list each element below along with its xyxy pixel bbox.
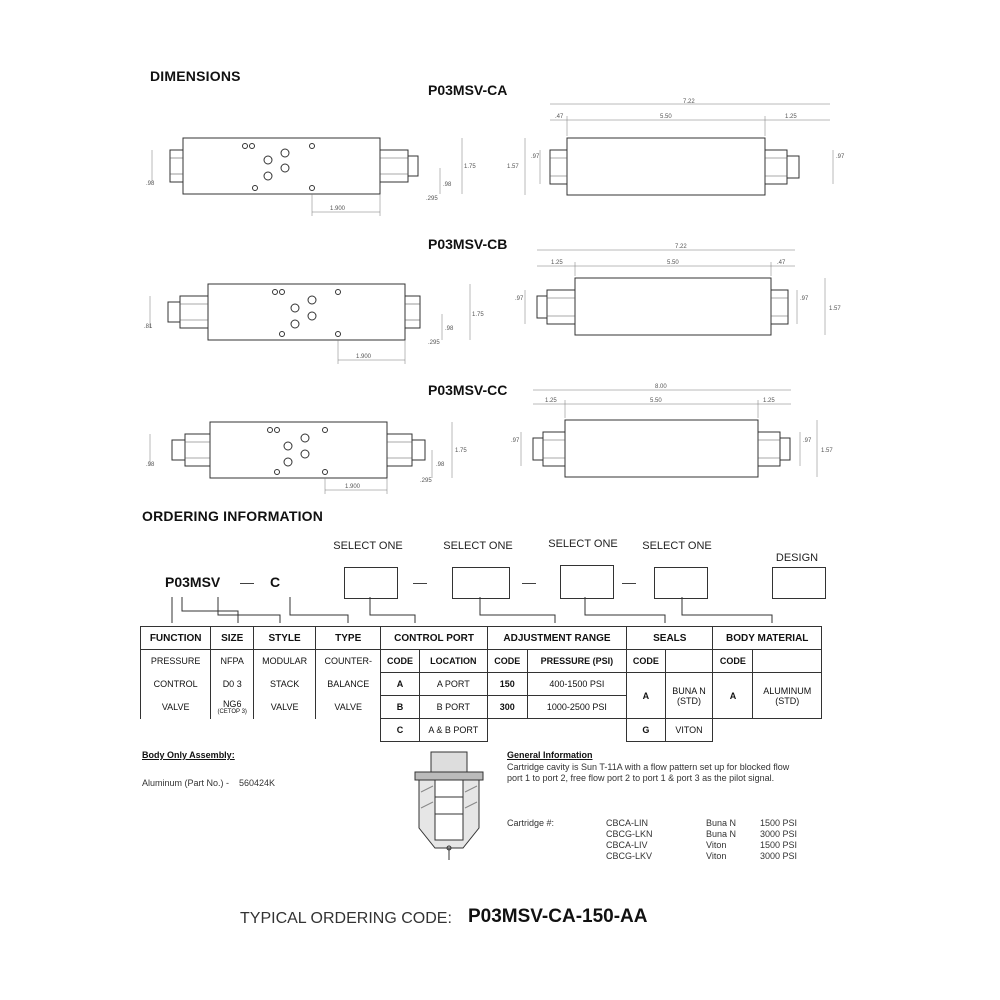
header-style: STYLE bbox=[254, 627, 316, 650]
seals-buna-std: (STD) bbox=[677, 695, 702, 706]
cc-body-h: 1.57 bbox=[821, 448, 833, 454]
select-one-label-1: SELECT ONE bbox=[333, 540, 403, 552]
control-port-loc-a: A PORT bbox=[419, 673, 487, 696]
control-port-location-header: LOCATION bbox=[419, 650, 487, 673]
cartridge-row bbox=[606, 851, 805, 862]
size-cetop: (CETOP 3) bbox=[217, 709, 247, 715]
cc-front-view-drawing bbox=[140, 420, 480, 500]
body-only-line: Aluminum (Part No.) - 560424K bbox=[142, 778, 276, 788]
adjustment-code-150: 150 bbox=[487, 673, 527, 696]
adjustment-pressure-header: PRESSURE (PSI) bbox=[527, 650, 627, 673]
header-seals: SEALS bbox=[627, 627, 713, 650]
cc-right-seg: 1.25 bbox=[763, 398, 775, 404]
cartridge-pressure: 1500 PSI bbox=[760, 818, 798, 828]
header-function: FUNCTION bbox=[141, 627, 211, 650]
header-size: SIZE bbox=[211, 627, 254, 650]
cc-right-dim: .98 bbox=[436, 462, 445, 468]
control-port-code-a: A bbox=[381, 673, 419, 696]
body-aluminum-name: ALUMINUM bbox=[763, 685, 812, 696]
function-line-3: VALVE bbox=[141, 696, 211, 719]
cartridge-row bbox=[606, 840, 805, 851]
select-one-label-2: SELECT ONE bbox=[443, 540, 513, 552]
select-one-label-4: SELECT ONE bbox=[642, 540, 712, 552]
ca-body-h: 1.57 bbox=[507, 164, 519, 170]
model-title-ca: P03MSV-CA bbox=[428, 82, 508, 98]
cc-left-dim: .98 bbox=[146, 462, 155, 468]
type-line-3: VALVE bbox=[316, 696, 381, 719]
ca-right-seg: 1.25 bbox=[785, 114, 797, 120]
cc-left-h: .97 bbox=[511, 438, 520, 444]
size-line-1: NFPA bbox=[211, 650, 254, 673]
cc-left-seg: 1.25 bbox=[545, 398, 557, 404]
adjustment-range-300: 1000-2500 PSI bbox=[527, 696, 627, 719]
ca-front-dim-labels bbox=[140, 128, 480, 223]
cc-offset-dim: .295 bbox=[420, 478, 432, 484]
cartridge-seal: Viton bbox=[706, 840, 727, 850]
style-line-1: MODULAR bbox=[254, 650, 316, 673]
seals-buna-name: BUNA N bbox=[672, 685, 706, 696]
cartridge-seal: Buna N bbox=[706, 829, 737, 839]
ca-right-dim: .98 bbox=[443, 182, 452, 188]
adjustment-code-300: 300 bbox=[487, 696, 527, 719]
ca-side-view-drawing bbox=[495, 100, 855, 200]
blank-adjust bbox=[487, 719, 626, 742]
control-port-loc-c: A & B PORT bbox=[419, 719, 487, 742]
body-code-header: CODE bbox=[713, 650, 753, 673]
cb-overall-dim: 7.22 bbox=[675, 244, 687, 250]
control-port-loc-b: B PORT bbox=[419, 696, 487, 719]
header-body-material: BODY MATERIAL bbox=[713, 627, 822, 650]
cartridge-part: CBCG-LKV bbox=[606, 851, 653, 861]
ca-offset-dim: .295 bbox=[426, 196, 438, 202]
ca-mid-seg: 5.50 bbox=[660, 114, 672, 120]
general-info-text: Cartridge cavity is Sun T-11A with a flow pattern set up for blocked flow port 1 to port 2, free flow port 2 to port 1 & port 3 as the pilot signal. bbox=[507, 762, 790, 783]
cc-right-h: .97 bbox=[803, 438, 812, 444]
code-dash-3: — bbox=[622, 574, 636, 590]
ca-left-dim: .98 bbox=[146, 181, 155, 187]
body-aluminum-std: (STD) bbox=[775, 695, 800, 706]
type-line-2: BALANCE bbox=[316, 673, 381, 696]
type-line-1: COUNTER- bbox=[316, 650, 381, 673]
blank-body bbox=[713, 719, 822, 742]
size-ng6: NG6 bbox=[222, 699, 242, 709]
ca-left-seg: .47 bbox=[555, 114, 564, 120]
ordering-table bbox=[140, 626, 822, 742]
cb-left-seg: 1.25 bbox=[551, 260, 563, 266]
header-type: TYPE bbox=[316, 627, 381, 650]
function-line-2: CONTROL bbox=[141, 673, 211, 696]
size-line-3 bbox=[211, 696, 254, 719]
cartridge-row bbox=[606, 818, 805, 829]
cartridge-part: CBCG-LKN bbox=[606, 829, 653, 839]
cb-side-view-drawing bbox=[495, 244, 855, 350]
seals-code-header: CODE bbox=[627, 650, 665, 673]
ordering-heading: ORDERING INFORMATION bbox=[142, 508, 324, 524]
seals-header-blank bbox=[665, 650, 713, 673]
cc-overall-dim: 8.00 bbox=[655, 384, 667, 390]
cb-front-view-drawing bbox=[140, 278, 484, 373]
cc-height-dim: 1.75 bbox=[455, 448, 467, 454]
typical-code-value: P03MSV-CA-150-AA bbox=[468, 906, 648, 927]
cb-left-h: .97 bbox=[515, 296, 524, 302]
cartridge-table bbox=[606, 818, 805, 862]
cb-left-dim: .81 bbox=[144, 324, 153, 330]
cc-center-dim: 1.900 bbox=[345, 484, 361, 490]
cartridge-cavity-drawing bbox=[405, 752, 495, 862]
cb-body-h: 1.57 bbox=[829, 306, 841, 312]
cc-mid-seg: 5.50 bbox=[650, 398, 662, 404]
design-label: DESIGN bbox=[775, 552, 819, 564]
blank-left bbox=[141, 719, 381, 742]
body-aluminum bbox=[753, 673, 822, 719]
cc-side-view-drawing bbox=[495, 384, 855, 482]
style-letter: C bbox=[270, 574, 281, 590]
dimensions-heading: DIMENSIONS bbox=[150, 68, 241, 84]
cb-right-seg: .47 bbox=[777, 260, 786, 266]
style-line-3: VALVE bbox=[254, 696, 316, 719]
control-port-code-header: CODE bbox=[381, 650, 419, 673]
base-code: P03MSV bbox=[165, 574, 221, 590]
cb-center-dim: 1.900 bbox=[356, 354, 372, 360]
model-title-cb: P03MSV-CB bbox=[428, 236, 508, 252]
ca-left-h: .97 bbox=[531, 154, 540, 160]
cartridge-part: CBCA-LIN bbox=[606, 818, 649, 828]
cb-right-dim: .98 bbox=[445, 326, 454, 332]
seals-viton: VITON bbox=[665, 719, 713, 742]
control-port-code-c: C bbox=[381, 719, 419, 742]
cartridge-part: CBCA-LIV bbox=[606, 840, 648, 850]
header-adjustment-range: ADJUSTMENT RANGE bbox=[487, 627, 626, 650]
seals-buna bbox=[665, 673, 713, 719]
cb-offset-dim: .295 bbox=[428, 340, 440, 346]
cb-height-dim: 1.75 bbox=[472, 312, 484, 318]
style-line-2: STACK bbox=[254, 673, 316, 696]
ca-overall-dim: 7.22 bbox=[683, 99, 695, 105]
ca-height-dim: 1.75 bbox=[464, 164, 476, 170]
seals-code-a: A bbox=[627, 673, 665, 719]
cartridge-seal: Viton bbox=[706, 851, 727, 861]
select-one-label-3: SELECT ONE bbox=[548, 538, 618, 550]
adjustment-range-150: 400-1500 PSI bbox=[527, 673, 627, 696]
control-port-code-b: B bbox=[381, 696, 419, 719]
header-control-port: CONTROL PORT bbox=[381, 627, 488, 650]
body-only-title: Body Only Assembly: bbox=[142, 750, 235, 760]
model-title-cc: P03MSV-CC bbox=[428, 382, 508, 398]
code-dash-2: — bbox=[522, 574, 536, 590]
body-header-blank bbox=[753, 650, 822, 673]
cartridge-label: Cartridge #: bbox=[507, 818, 555, 828]
cartridge-pressure: 3000 PSI bbox=[760, 851, 798, 861]
code-dash-1: — bbox=[413, 574, 427, 590]
cb-mid-seg: 5.50 bbox=[667, 260, 679, 266]
size-line-2: D0 3 bbox=[211, 673, 254, 696]
seals-select-box[interactable] bbox=[560, 565, 614, 599]
body-code-a: A bbox=[713, 673, 753, 719]
adjustment-code-header: CODE bbox=[487, 650, 527, 673]
function-line-1: PRESSURE bbox=[141, 650, 211, 673]
seals-code-g: G bbox=[627, 719, 665, 742]
typical-code-label: TYPICAL ORDERING CODE: bbox=[240, 910, 452, 927]
general-info-title: General Information bbox=[507, 750, 593, 760]
ordering-connector-lines bbox=[140, 595, 840, 627]
cb-right-h: .97 bbox=[800, 296, 809, 302]
cartridge-seal: Buna N bbox=[706, 818, 737, 828]
cartridge-row bbox=[606, 829, 805, 840]
code-dash-0: — bbox=[240, 574, 254, 590]
ca-right-h: .97 bbox=[836, 154, 845, 160]
ca-center-dim: 1.900 bbox=[330, 206, 346, 212]
cartridge-pressure: 1500 PSI bbox=[760, 840, 798, 850]
cartridge-pressure: 3000 PSI bbox=[760, 829, 798, 839]
